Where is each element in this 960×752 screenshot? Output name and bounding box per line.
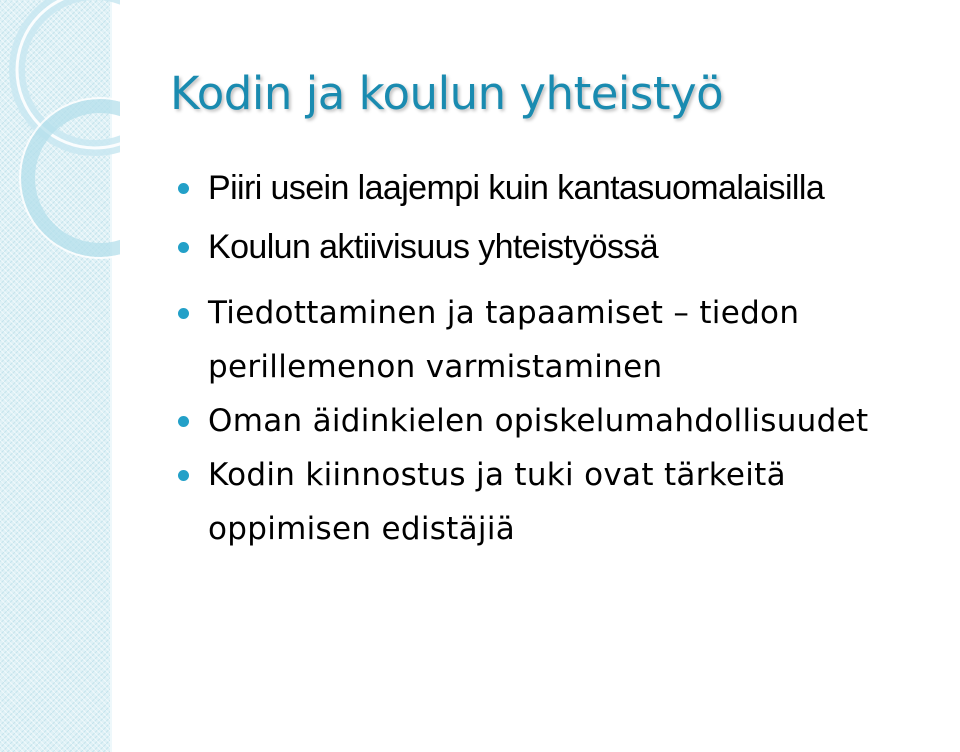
bullet-dot-icon [178,416,189,427]
bullet-text: Tiedottaminen ja tapaamiset – tiedon [208,295,800,331]
bullet-item [178,168,958,208]
bullet-item [178,286,958,394]
bullet-item [178,227,958,267]
bullet-text-continued: perillemenon varmistaminen [208,349,663,385]
bullet-dot-icon [178,308,189,319]
bullet-dot-icon [178,470,189,481]
slide-title: Kodin ja koulun yhteistyö [170,67,724,120]
bullet-text: Piiri usein laajempi kuin kantasuomalaisilla [208,169,825,207]
bullet-item [178,448,958,556]
bullet-text: Kodin kiinnostus ja tuki ovat tärkeitä [208,457,786,493]
bullet-list [178,168,958,556]
bullet-item [178,394,958,448]
bullet-text: Oman äidinkielen opiskelumahdollisuudet [208,403,869,439]
bullet-dot-icon [178,183,189,194]
bullet-dot-icon [178,242,189,253]
bullet-text-continued: oppimisen edistäjiä [208,511,516,547]
decorative-side-strip [0,0,112,752]
bullet-text: Koulun aktiivisuus yhteistyössä [208,228,659,266]
